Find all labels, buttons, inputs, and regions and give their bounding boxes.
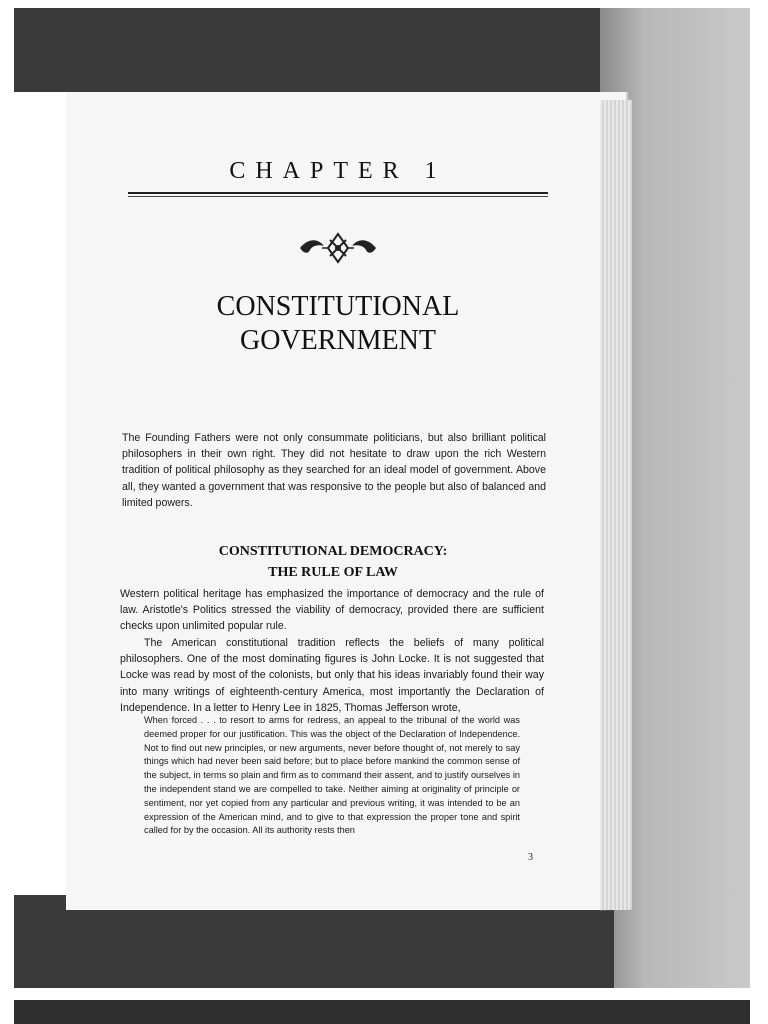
scanner-background-footer (14, 1000, 750, 1024)
page-edges (600, 100, 632, 911)
fleuron-ornament-icon (296, 228, 380, 268)
body-paragraph-2: The American constitutional tradition reflects the beliefs of many political philosophers. One of the most dominating figures is John Locke. It is not suggested that Locke was read by most of the colonists, but only that his ideas invariably found their way into many writings of eighteenth-century America, most importantly the Declaration of Independence. In a letter to Henry Lee in 1825, Thomas Jefferson wrote, (120, 637, 544, 714)
chapter-title: CONSTITUTIONAL GOVERNMENT (216, 291, 460, 356)
body-paragraph-1: Western political heritage has emphasized the importance of democracy and the rule of law. Aristotle's Politics stressed the viability of democracy, provided there are sufficient checks upon unlimited popular rule. (120, 588, 544, 633)
intro-paragraph: The Founding Fathers were not only consummate politicians, but also brilliant political philosophers in their own right. They did not hesitate to draw upon the rich Western tradition of political philosophy as they searched for an ideal model of government. Above all, they wanted a government that was responsive to the people but also of balanced and limited powers. (122, 432, 546, 509)
chapter-label: CHAPTER 1 (229, 158, 447, 184)
section-heading (128, 541, 538, 583)
chapter-divider (128, 192, 548, 197)
section-heading-line-2: THE RULE OF LAW (268, 565, 398, 580)
page-number: 3 (528, 852, 533, 863)
block-quote: When forced . . . to resort to arms for redress, an appeal to the tribunal of the world was deemed proper for our justification. This was the object of the Declaration of Independence. Not to find out new principles, or new arguments, never before thought of, not merely to say things which had never been said before; but to place before mankind the common sense of the subject, in terms so plain and firm as to command their assent, and to justify ourselves in the independent stand we are compelled to take. Neither aiming at originality of principle or sentiment, nor yet copied from any particular and previous writing, it was intended to be an expression of the American mind, and to give to that expression the proper tone and spirit called for by the occasion. All its authority rests then (144, 715, 520, 836)
section-heading-line-1: CONSTITUTIONAL DEMOCRACY: (218, 544, 448, 559)
